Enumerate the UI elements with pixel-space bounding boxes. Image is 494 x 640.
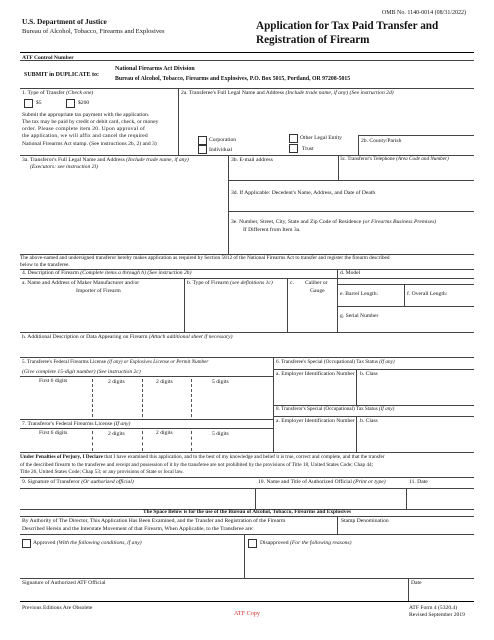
tax-payment-instructions-4: the application, we will affix and cancel the required: [22, 133, 148, 139]
transferee-name-label: 2a. Transferee's Full Legal Name and Address (Include trade name, if any) (See instruction 2d): [181, 90, 394, 96]
nfa-division-name: National Firearms Act Division: [115, 66, 195, 72]
disapproved-label: Disapproved (For the following reasons): [260, 540, 352, 546]
previous-editions-note: Previous Editions Are Obsolete: [22, 605, 93, 611]
form-number: ATF Form 4 (5320.4): [409, 605, 458, 611]
ffl-header-rule: [20, 376, 273, 377]
transferor-ffl-col-first-6: First 6 digits: [39, 430, 68, 436]
tax-payment-instructions-5: National Firearms Act stamp. (See instructions 2b, 2) and 3): [22, 141, 157, 147]
other-legal-entity-label: Other Legal Entity: [300, 135, 342, 141]
disapproved-checkbox[interactable]: [248, 539, 257, 548]
additional-description-label: h. Additional Description or Data Appearing on Firearm (Attach additional sheet if necessary): [22, 334, 233, 340]
overall-length-label: f. Overall Length:: [407, 291, 448, 297]
submit-duplicate-label: SUBMIT in DUPLICATE to:: [24, 72, 99, 78]
atf-control-number-label: ATF Control Number: [22, 55, 74, 61]
caliber-label: Caliber or: [305, 280, 328, 286]
maker-name-label-2: Importer of Firearm: [76, 288, 121, 294]
executors-note: (Executors: see instruction 2l): [30, 164, 98, 170]
atf-use-banner: The Space Below is for the use of the Bureau of Alcohol, Tobacco, Firearms and Explosives: [143, 509, 351, 515]
tax-200-checkbox[interactable]: [66, 99, 75, 108]
transferor-ffl-col-5-digits: 5 digits: [212, 431, 229, 437]
transferee-ein-label: a. Employer Identification Number: [276, 371, 355, 377]
firearm-description-label: 4. Description of Firearm (Complete items a through h) (See instruction 2h): [22, 270, 192, 276]
other-legal-entity-checkbox[interactable]: [289, 134, 298, 143]
trust-checkbox[interactable]: [289, 144, 298, 153]
transferor-ffl-label: 7. Transferor's Federal Firearms License (If any): [22, 421, 131, 427]
tax-payment-instructions-1: Submit the appropriate tax payment with the application.: [22, 112, 150, 118]
transferor-ffl-header-rule: [20, 428, 273, 429]
gauge-label: Gauge: [310, 288, 325, 294]
residence-address-label-2: If Different from Item 3a.: [243, 227, 301, 233]
corporation-label: Corporation: [209, 137, 237, 143]
transferor-ffl-col-2-digits-a: 2 digits: [108, 431, 125, 437]
individual-label: Individual: [209, 147, 232, 153]
county-field-rule: [358, 135, 474, 136]
ffl-col-2-digits-a: 2 digits: [108, 379, 125, 385]
transferee-ffl-label: 5. Transferee's Federal Firearms License (if any) or Explosives License or Permit Number: [22, 359, 209, 365]
transferor-ein-label: a. Employer Identification Number: [276, 418, 355, 424]
tax-payment-instructions-3: order. Please complete item 20. Upon approval of: [22, 126, 146, 132]
form-title-line-1: Application for Tax Paid Transfer and: [256, 20, 439, 32]
serial-number-label: g. Serial Number: [340, 313, 379, 319]
model-label: d. Model: [340, 270, 361, 276]
atf-official-signature-label: Signature of Authorized ATF Official: [22, 580, 106, 586]
ffl-col-2-digits-b: 2 digits: [156, 379, 173, 385]
maker-name-label: a. Name and Address of Maker Manufacturer and/or: [22, 280, 140, 286]
trust-label: Trust: [302, 146, 314, 152]
date-label: 11. Date: [409, 479, 428, 485]
residence-address-label: 3e. Number, Street, City, State and Zip Code of Residence (or Firearms Business Premises): [231, 219, 437, 225]
county-field-divider: [358, 135, 359, 155]
transferee-class-label: b. Class: [360, 371, 378, 377]
tax-payment-instructions-2: The tax may be paid by credit or debit card, check, or money: [22, 119, 159, 125]
ffl-col-first-6: First 6 digits: [39, 378, 68, 384]
perjury-statement-line-1: Under Penalties of Perjury, I Declare that I have examined this application, and to the best of my knowledge and belief it is true, correct and complete, and that the transfer: [20, 454, 385, 460]
decedent-info-label: 3d. If Applicable: Decedent's Name, Address, and Date of Death: [231, 190, 376, 196]
perjury-statement-line-2: of the described firearm to the transferee and receipt and possession of it by the transferee are not prohibited by the provisions of Title 18, United States Code; Chap 44;: [20, 462, 374, 468]
department-name: U.S. Department of Justice: [22, 17, 107, 26]
transfer-type-label: 1. Type of Transfer (Check one): [22, 90, 94, 96]
transferor-name-label: 3a. Transferor's Full Legal Name and Address (Include trade name, if any): [22, 157, 189, 163]
ffl-col-5-digits: 5 digits: [212, 379, 229, 385]
tax-5-label: $5: [36, 100, 42, 106]
atf-copy-label: ATF Copy: [234, 610, 260, 617]
atf-date-label: Date: [411, 580, 422, 586]
perjury-rule: [20, 477, 474, 478]
approved-checkbox[interactable]: [22, 539, 31, 548]
header-rule: [20, 52, 474, 53]
form-title-line-2: Registration of Firearm: [256, 34, 370, 46]
individual-checkbox[interactable]: [198, 145, 207, 154]
tax-200-label: $200: [78, 100, 90, 106]
tax-5-checkbox[interactable]: [24, 99, 33, 108]
declaration-line-2: below to the transferee.: [20, 262, 70, 268]
declaration-line-1: The above-named and undersigned transferor hereby makes application as required by Section 5812 of the National Firearms Act to transfer and register the firearm described: [20, 255, 390, 261]
county-parish-label: 2b. County/Parish: [361, 138, 402, 144]
firearm-type-label: b. Type of Firearm (see definitions 1c): [187, 280, 273, 286]
caliber-label-prefix: c.: [290, 280, 294, 286]
perjury-statement-line-3: Title 26, United States Code; Chap 53; or any provisions of State or local law.: [20, 469, 184, 475]
transferor-signature-label: 9. Signature of Transferor (Or authorized official): [22, 479, 134, 485]
stamp-denomination-label: Stamp Denomination: [341, 518, 389, 524]
nfa-division-address: Bureau of Alcohol, Tobacco, Firearms and Explosives, P.O. Box 5015, Portland, OR 97208-5015: [115, 76, 351, 82]
director-authority-line-1: By Authority of The Director, This Application Has Been Examined, and the Transfer and Registration of the Firearm: [22, 518, 286, 524]
transferor-telephone-label: 3c. Transferor's Telephone (Area Code and Number): [340, 156, 449, 162]
director-authority-line-2: Described Herein and the Interstate Movement of that Firearm, When Applicable, to the Transferee are:: [22, 526, 254, 532]
barrel-length-label: e. Barrel Length:: [340, 291, 379, 297]
bureau-name: Bureau of Alcohol, Tobacco, Firearms and Explosives: [22, 28, 165, 35]
transferor-ffl-col-2-digits-b: 2 digits: [156, 430, 173, 436]
email-address-label: 3b. E-mail address: [231, 157, 273, 163]
transferee-sot-label: 6. Transferee's Special (Occupational) Tax Status (If any): [276, 359, 395, 365]
form-revision: Revised September 2019: [409, 612, 465, 618]
authorized-official-name-label: 10. Name and Title of Authorized Official (Print or type): [258, 479, 386, 485]
transferee-ffl-note: (Give complete 15-digit number) (See instruction 2c): [22, 369, 141, 375]
corporation-checkbox[interactable]: [198, 136, 207, 145]
transferor-sot-label: 8. Transferor's Special (Occupational) Tax Status (If any): [276, 406, 395, 412]
approved-label: Approved (With the following conditions, if any): [33, 540, 142, 546]
omb-number: OMB No. 1140-0014 (08/31/2022): [381, 10, 466, 16]
transferor-class-label: b. Class: [360, 418, 378, 424]
